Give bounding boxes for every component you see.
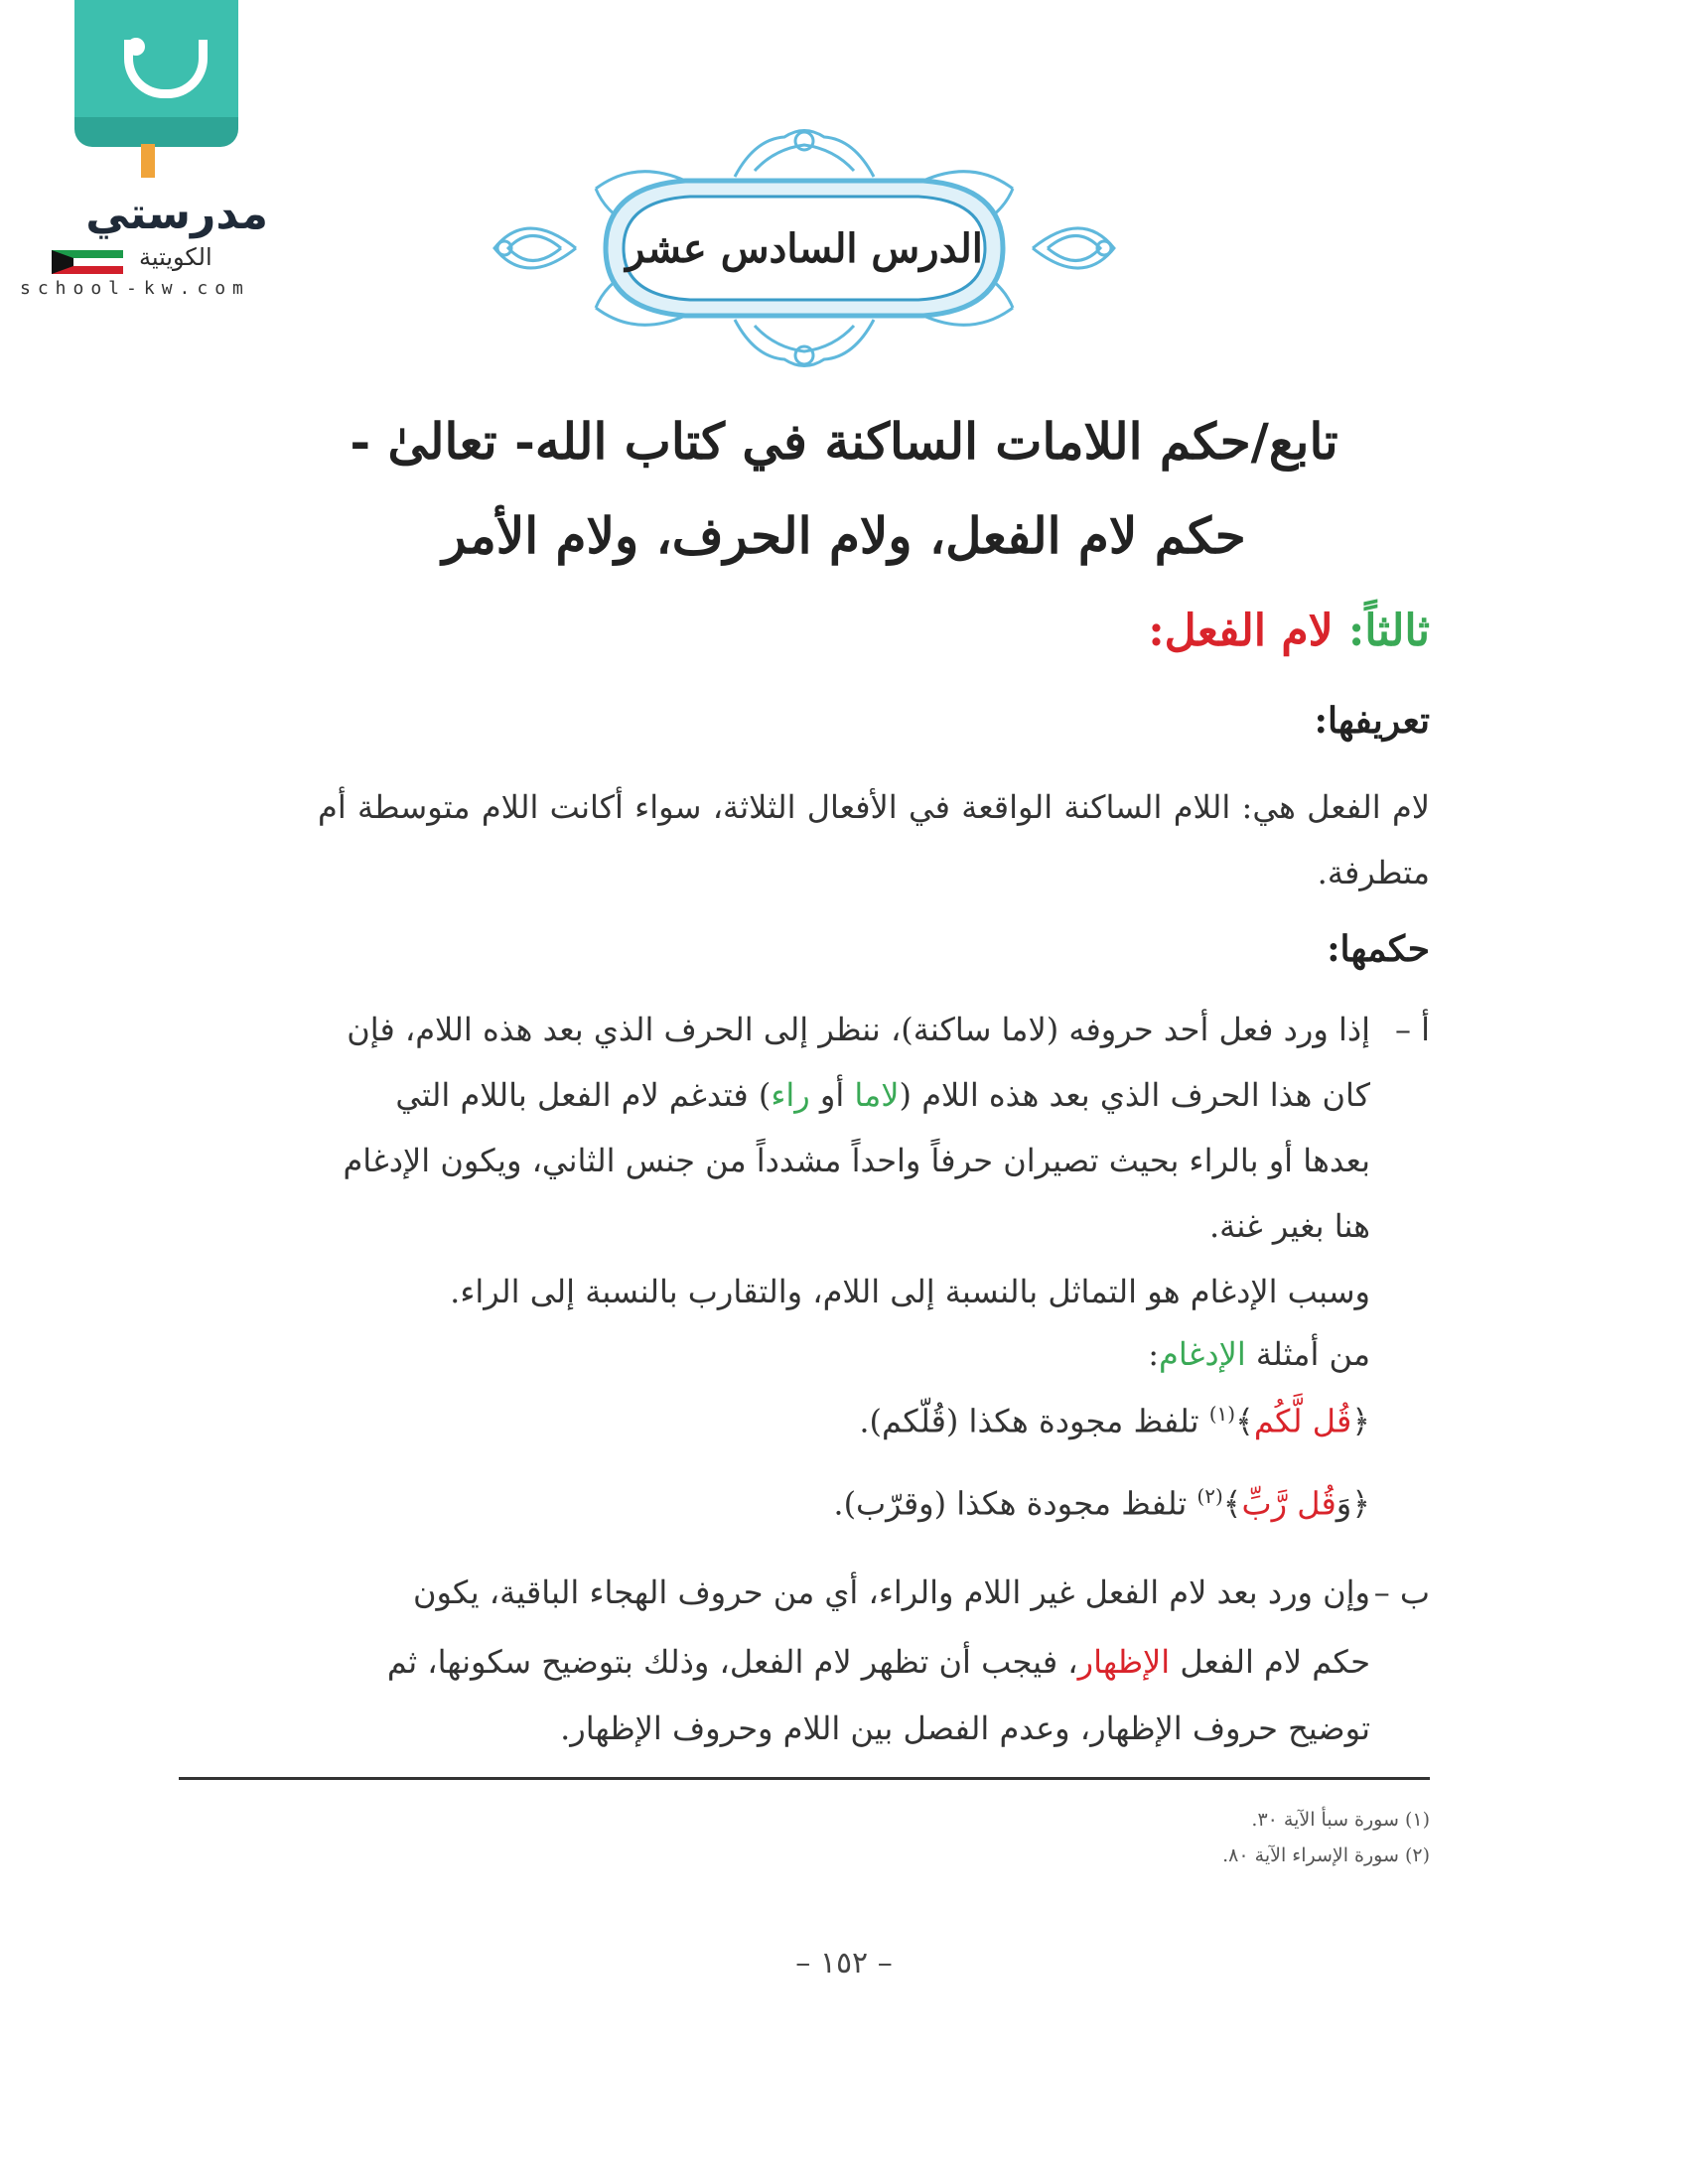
ruling-b-marker: ب –	[1373, 1573, 1430, 1611]
page-heading-line-2: حكم لام الفعل، ولام الحرف، ولام الأمر	[442, 506, 1246, 565]
example-1	[859, 1402, 1370, 1440]
ruling-a-marker: أ –	[1394, 1011, 1430, 1048]
definition-label: تعريفها:	[1314, 700, 1430, 742]
example-2-ref: (٢)	[1196, 1484, 1223, 1508]
logo-url: school-kw.com	[20, 278, 250, 299]
example-1-verse: قُل لَّكُم	[1253, 1402, 1352, 1440]
ruling-a-line-4: هنا بغير غنة.	[1209, 1207, 1370, 1245]
book-spine	[74, 117, 238, 147]
examples-post: :	[1148, 1335, 1160, 1373]
kuwait-flag-icon	[52, 250, 123, 274]
ruling-b-line-2	[387, 1643, 1370, 1681]
ruling-a-line-2-post: ) فتدغم لام الفعل باللام التي	[395, 1076, 772, 1114]
ruling-b-line-1: وإن ورد بعد لام الفعل غير اللام والراء، أي من حروف الهجاء الباقية، يكون	[413, 1573, 1370, 1611]
ruling-a-line-3: بعدها أو بالراء بحيث تصيران حرفاً واحداً مشدداً من جنس الثاني، ويكون الإدغام	[343, 1142, 1370, 1179]
ra-highlight: راء	[771, 1076, 810, 1114]
example-1-close: ﴾	[1235, 1402, 1254, 1440]
ruling-a-line-2-pre: كان هذا الحرف الذي بعد هذه اللام (	[899, 1076, 1370, 1114]
ruling-a-line-2	[395, 1076, 1370, 1114]
section-number: ثالثاً:	[1348, 606, 1430, 656]
examples-pre: من أمثلة	[1245, 1335, 1370, 1373]
page-heading-line-1: تابع/حكم اللامات الساكنة في كتاب الله- تعالىٰ -	[350, 412, 1338, 471]
example-1-text: تلفظ مجودة هكذا (قُلّكم).	[859, 1402, 1209, 1440]
izhar-highlight: الإظهار	[1077, 1643, 1171, 1681]
example-1-ref: (١)	[1208, 1402, 1236, 1426]
example-2-open: ﴿وَ	[1336, 1484, 1370, 1523]
footnote-1: (١) سورة سبأ الآية ٣٠.	[1251, 1809, 1430, 1831]
bookmark-ribbon-icon	[141, 144, 155, 178]
example-1-open: ﴿	[1351, 1402, 1370, 1440]
example-2-text: تلفظ مجودة هكذا (وقرّب).	[833, 1484, 1197, 1523]
ruling-a-line-2-mid: أو	[809, 1076, 855, 1114]
idgham-highlight: الإدغام	[1159, 1335, 1246, 1373]
footnote-divider	[179, 1777, 1430, 1780]
lesson-title: الدرس السادس عشر	[626, 224, 983, 272]
logo-name: مدرستي	[85, 189, 268, 239]
ruling-b-line-2-post: ، فيجب أن تظهر لام الفعل، وذلك بتوضيح سكونها، ثم	[386, 1643, 1078, 1681]
example-2-verse: قُل رَّبِّ	[1241, 1484, 1336, 1523]
ruling-a-line-1: إذا ورد فعل أحد حروفه (لاما ساكنة)، ننظر إلى الحرف الذي بعد هذه اللام، فإن	[347, 1011, 1370, 1048]
ruling-b-line-2-pre: حكم لام الفعل	[1170, 1643, 1370, 1681]
footnote-2: (٢) سورة الإسراء الآية ٨٠.	[1222, 1844, 1430, 1866]
example-2	[833, 1484, 1370, 1523]
ruling-a-reason: وسبب الإدغام هو التماثل بالنسبة إلى اللام، والتقارب بالنسبة إلى الراء.	[450, 1273, 1370, 1310]
section-title	[1148, 606, 1430, 656]
lam-highlight: لاما	[854, 1076, 900, 1114]
section-name: لام الفعل:	[1148, 606, 1334, 656]
ruling-label: حكمها:	[1327, 928, 1430, 970]
page-number: – ١٥٢ –	[795, 1946, 893, 1980]
lesson-frame	[487, 119, 1122, 377]
definition-text: لام الفعل هي: اللام الساكنة الواقعة في الأفعال الثلاثة، سواء أكانت اللام متوسطة أم متطرفة.	[318, 788, 1431, 891]
example-2-close: ﴾	[1222, 1484, 1242, 1523]
school-logo	[20, 0, 308, 299]
ruling-b-line-3: توضيح حروف الإظهار، وعدم الفصل بين اللام وحروف الإظهار.	[560, 1709, 1370, 1747]
examples-label	[1148, 1335, 1370, 1373]
logo-country: الكويتية	[139, 243, 212, 271]
